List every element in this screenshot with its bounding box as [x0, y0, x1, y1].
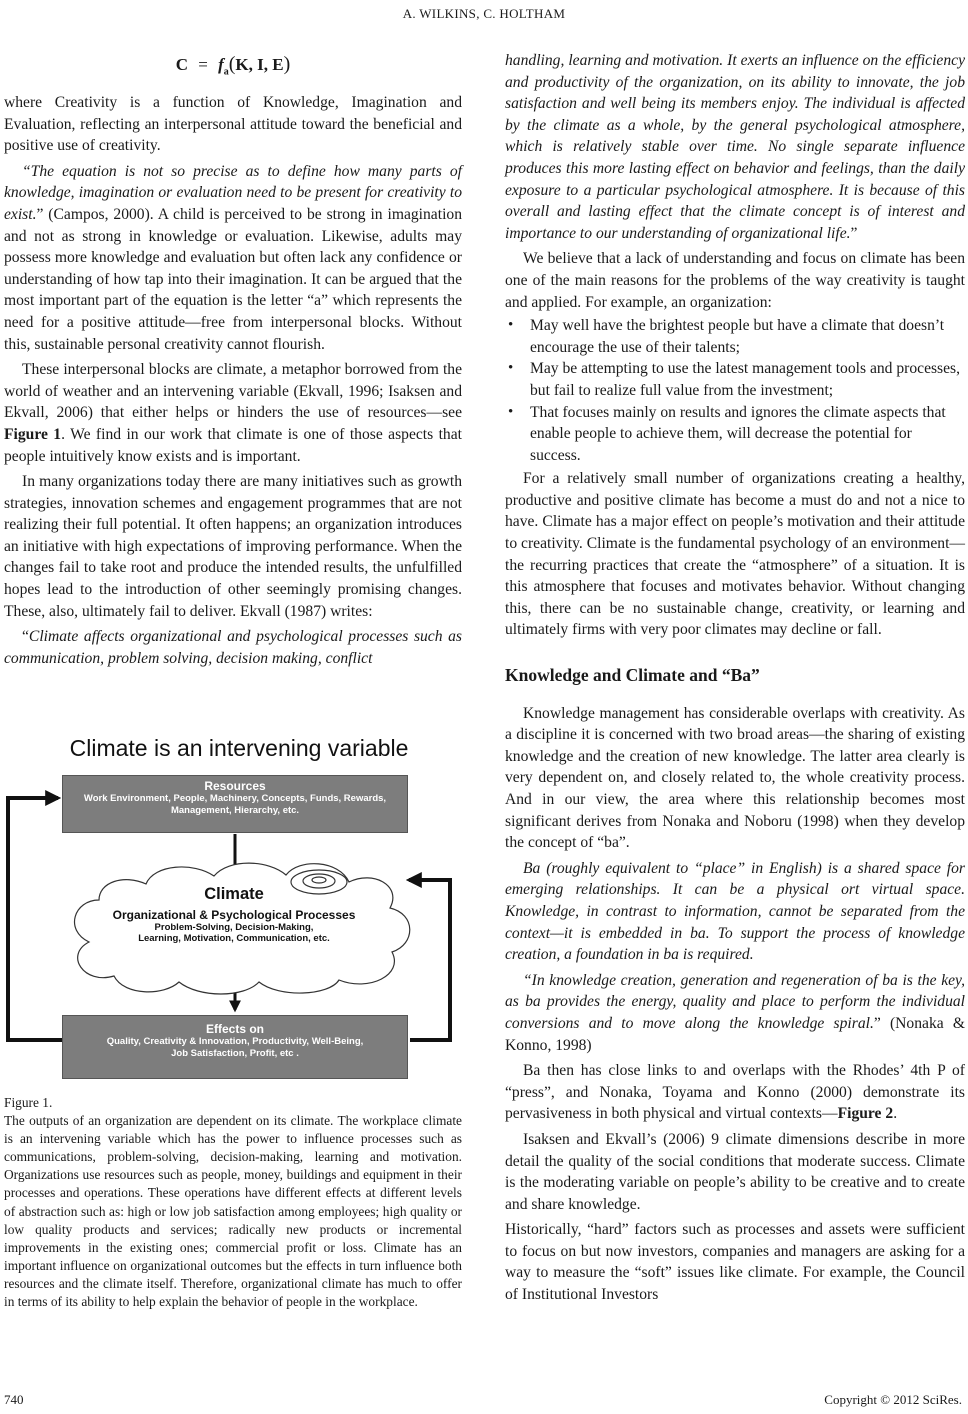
climate-subtitle-3: Learning, Motivation, Communication, etc.	[138, 933, 330, 944]
paragraph	[505, 50, 965, 244]
effects-box	[62, 1015, 408, 1079]
figure-reference: Figure 2	[837, 1105, 894, 1123]
list-item: • May well have the brightest people but have a climate that doesn’t encourage the use of their talents;	[530, 315, 965, 358]
page-number: 740	[4, 1392, 24, 1407]
feedback-arrow-left	[8, 798, 64, 1040]
paragraph: where Creativity is a function of Knowledge, Imagination and Evaluation, reflecting an interpersonal attitude toward the beneficial and positive use of creativity.	[4, 94, 462, 155]
resources-subtitle: Work Environment, People, Machinery, Concepts, Funds, Rewards, Management, Hierarchy, etc.	[83, 793, 387, 816]
caption-text: The outputs of an organization are dependent on its climate. The workplace climate is an intervening variable which has the power to influence processes such as communications, problem-solving, decision-making, learning and motivation. Organizations use resources such as people, money, buildings and equipment in their processes and operations. These operations have different effects at different levels of abstraction such as: high or low job satisfaction among employees; high quality or low quality products and services; radically new products or incremental improvements in the existing ones; commercial profit or loss. Climate has an important influence on organizational outcomes but the effects in turn influence both resources and the climate itself. Therefore, organizational climate has much to offer in terms of its ability to help explain the behavior of people in the workplace.	[4, 1113, 462, 1310]
paragraph-text: . We find in our work that climate is one of those aspects that people intuitively know exists and is important.	[4, 425, 462, 465]
effects-title: Effects on	[205, 1022, 264, 1036]
caption-label: Figure 1.	[4, 1095, 53, 1110]
equation-lhs: C	[175, 55, 188, 74]
quote-text: “The equation is not so precise as to define how many parts of knowledge, imagination or evaluation need to be present for creativity to exist.	[4, 162, 462, 223]
paragraph: In many organizations today there are many initiatives such as growth strategies, innovation schemes and engagement programmes that are not realizing their full potential. It often happens; an organization introduces an initiative with high expectations of improving performance. When the changes fail to take root and produce the intended results, the unfulfilled hopes lead to the introduction of other seemingly promising changes. These, also, ultimately fail to deliver. Ekvall (1987) writes:	[4, 473, 462, 620]
climate-label	[84, 885, 384, 944]
figure-1-diagram	[4, 730, 462, 1080]
equation-args: K, I, E	[235, 55, 284, 74]
quote-text: Climate affects organizational and psychological processes such as communication, problem solving, decision making, conflict	[4, 628, 462, 667]
paragraph	[505, 858, 965, 966]
right-column	[505, 50, 965, 1306]
paragraph: For a relatively small number of organizations creating a healthy, productive and positive climate has become a must do and not a nice to have. Climate has a major effect on people’s motivation and their attitude to creativity. Climate is the fundamental psychology of an environment—the recurring practices that create the “atmosphere” of a situation. It is this atmosphere that focuses and motivates behavior. Without changing this, there can be no sustainable change, creativity, or learning and ultimately firms with very poor climates may decline or fall.	[505, 470, 965, 639]
quote-text: “In knowledge creation, generation and regeneration of ba is the key, as ba provides the energy, quality and place to perform the individual conversions and to move along the knowledge spiral.	[505, 971, 965, 1032]
copyright: Copyright © 2012 SciRes.	[824, 1392, 962, 1407]
list-item: • That focuses mainly on results and ignores the climate aspects that enable people to achieve them, will decrease the potential for success.	[530, 402, 965, 467]
figure-title: Climate is an intervening variable	[69, 735, 409, 761]
feedback-arrow-right	[409, 880, 450, 1040]
climate-subtitle-2: Problem-Solving, Decision-Making,	[154, 922, 314, 933]
paragraph: Knowledge management has considerable overlaps with creativity. As a discipline it is concerned with two broad areas—the sharing of existing knowledge and the creation of new knowledge. The latter area clearly is very dependent on, and closely related to, the whole creativity process. And in our view, the area where this relationship becomes most significant derives from Nonaka and Noboru (1998) when they develop the concept of “ba”.	[505, 704, 965, 852]
equation-subscript: a	[223, 66, 229, 78]
climate-subtitle-1: Organizational & Psychological Processes	[112, 908, 356, 922]
paragraph-text: .	[893, 1105, 898, 1123]
paragraph-text: ” (Campos, 2000). A child is perceived to be strong in imagination and not as strong in knowledge or evaluation. Likewise, adults may possess more knowledge and evaluation but often lack any confidence or understanding of how tap into their imagination. It can be argued that the most important part of the equation is the letter “a” which represents the need for a positive attitude—free from interpersonal blocks. Without this, sustainable personal creativity cannot flourish.	[4, 205, 462, 353]
paragraph-text: Ba then has close links to and overlaps with the Rhodes’ 4th P of “press”, and Nonaka, Toyama and Konno (2000) demonstrate its pervasiveness in both physical and virtual contexts—	[505, 1062, 965, 1123]
quote-mark: “	[22, 628, 29, 646]
paragraph: We believe that a lack of understanding and focus on climate has been one of the main reasons for the problems of the way creativity is taught and applied. For example, an organization:	[505, 250, 965, 311]
paragraph-text: These interpersonal blocks are climate, a metaphor borrowed from the world of weather and an intervening variable (Ekvall, 1996; Isaksen and Ekvall, 2006) that either helps or hinders the use of resources—see	[4, 361, 462, 422]
left-column	[4, 54, 462, 669]
list-item: • May be attempting to use the latest management tools and processes, but fail to realize full value from the investment;	[530, 358, 965, 401]
quote-text: handling, learning and motivation. It exerts an influence on the efficiency and productivity of the organization, on its ability to innovate, the job satisfaction and well being its members enjoy. The individual is affected by the climate as a whole, by the general psychological atmosphere, which is relatively stable over time. No single separate influence produces this more lasting effect on behavior and feelings, than the daily exposure to a particular psychological atmosphere. It is because of this overall and lasting effect that the climate concept is of interest and importance to our understanding of organizational life.	[505, 52, 965, 242]
paragraph	[4, 626, 462, 669]
equation-equals: =	[198, 55, 208, 74]
paragraph	[505, 970, 965, 1056]
citation: ” (Nonaka & Konno, 1998)	[505, 1014, 965, 1054]
figure-caption	[4, 1094, 462, 1311]
resources-box	[62, 775, 408, 833]
paragraph: Historically, “hard” factors such as processes and assets were sufficient to focus on but now investors, companies and managers are asking for a way to measure the “soft” issues like climate. For example, the Council of Institutional Investors	[505, 1221, 965, 1304]
effects-subtitle: Quality, Creativity & Innovation, Productivity, Well-Being, Job Satisfaction, Profit, etc .	[106, 1036, 364, 1059]
creativity-equation: $C = f_a(K$, I, E)	[175, 53, 291, 78]
section-heading: Knowledge and Climate and “Ba”	[505, 665, 760, 686]
paragraph	[4, 161, 462, 355]
paragraph: Isaksen and Ekvall’s (2006) 9 climate dimensions describe in more detail the quality of the social conditions that moderate success. Climate is the moderating variable on people’s ability to be creative and to create and share knowledge.	[505, 1130, 965, 1213]
climate-title: Climate	[204, 885, 264, 903]
resources-title: Resources	[204, 779, 266, 793]
figure-reference: Figure 1	[4, 425, 62, 443]
equation-function: f	[218, 55, 224, 74]
running-header: A. WILKINS, C. HOLTHAM	[402, 6, 566, 21]
italic-paragraph: Ba (roughly equivalent to “place” in English) is a shared space for emerging relationships. It can be a physical ort virtual space. Knowledge, in contrast to information, cannot be separated from the context—it is embedded in ba. To support the process of knowledge creation, a foundation in ba is required.	[505, 859, 965, 964]
paragraph	[505, 1060, 965, 1125]
bullet-list	[505, 315, 965, 466]
paragraph	[4, 359, 462, 467]
quote-mark: ”	[850, 224, 858, 242]
